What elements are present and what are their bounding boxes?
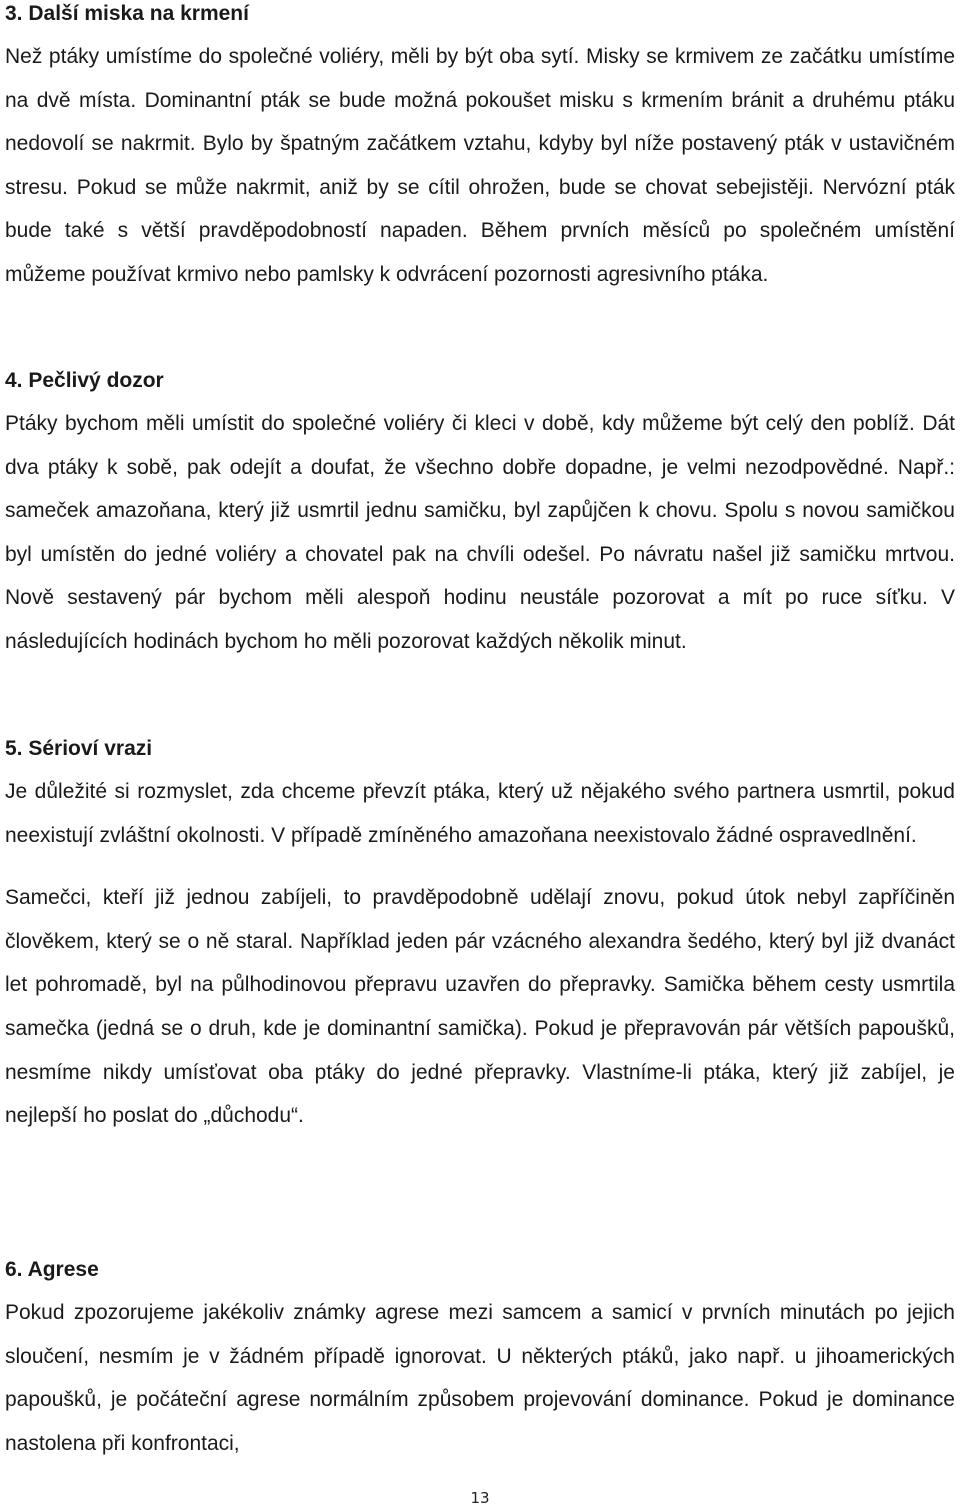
section-paragraph: Je důležité si rozmyslet, zda chceme převzít ptáka, který už nějakého svého partnera usmrtil, pokud neexistují zvláštní okolnosti. V případě zmíněného amazoňana neexistovalo žádné ospravedlnění.: [5, 780, 955, 847]
section-heading: 6. Agrese: [5, 1258, 99, 1281]
section-heading: 3. Další miska na krmení: [5, 2, 249, 25]
section-4: [5, 366, 955, 664]
section-paragraph: Pokud zpozorujeme jakékoliv známky agrese mezi samcem a samicí v prvních minutách po jejich sloučení, nesmím je v žádném případě ignorovat. U některých ptáků, jako např. u jihoamerických papoušků, je počáteční agrese normálním způsobem projevování dominance. Pokud je dominance nastolena při konfrontaci,: [5, 1301, 955, 1455]
section-heading: 4. Pečlivý dozor: [5, 369, 164, 392]
section-5: [5, 734, 955, 1138]
section-heading: 5. Sérioví vrazi: [5, 737, 153, 760]
section-paragraph: Než ptáky umístíme do společné voliéry, měli by být oba sytí. Misky se krmivem ze začátku umístíme na dvě místa. Dominantní pták se bude možná pokoušet misku s krmením bránit a druhému ptáku nedovolí se nakrmit. Bylo by špatným začátkem vztahu, kdyby byl níže postavený pták v ustavičném stresu. Pokud se může nakrmit, aniž by se cítil ohrožen, bude se chovat sebejistěji. Nervózní pták bude také s větší pravděpodobností napaden. Během prvních měsíců po společném umístění můžeme používat krmivo nebo pamlsky k odvrácení pozornosti agresivního ptáka.: [5, 45, 955, 286]
section-paragraph: Ptáky bychom měli umístit do společné voliéry či kleci v době, kdy můžeme být celý den poblíž. Dát dva ptáky k sobě, pak odejít a doufat, že všechno dobře dopadne, je velmi nezodpovědné. Např.: sameček amazoňana, který již usmrtil jednu samičku, byl zapůjčen k chovu. Spolu s novou samičkou byl umístěn do jedné voliéry a chovatel pak na chvíli odešel. Po návratu našel již samičku mrtvou. Nově sestavený pár bychom měli alespoň hodinu neustále pozorovat a mít po ruce síťku. V následujících hodinách bychom ho měli pozorovat každých několik minut.: [5, 412, 955, 653]
section-paragraph: Samečci, kteří již jednou zabíjeli, to pravděpodobně udělají znovu, pokud útok nebyl zapříčiněn člověkem, který se o ně staral. Například jeden pár vzácného alexandra šedého, který byl již dvanáct let pohromadě, byl na půlhodinovou přepravu uzavřen do přepravky. Samička během cesty usmrtila samečka (jedná se o druh, kde je dominantní samička). Pokud je přepravován pár větších papoušků, nesmíme nikdy umísťovat oba ptáky do jedné přepravky. Vlastníme-li ptáka, který již zabíjel, je nejlepší ho poslat do „důchodu“.: [5, 886, 955, 1128]
section-3: [5, 0, 955, 297]
page-number: 13: [470, 1489, 490, 1507]
section-6: [5, 1255, 955, 1465]
